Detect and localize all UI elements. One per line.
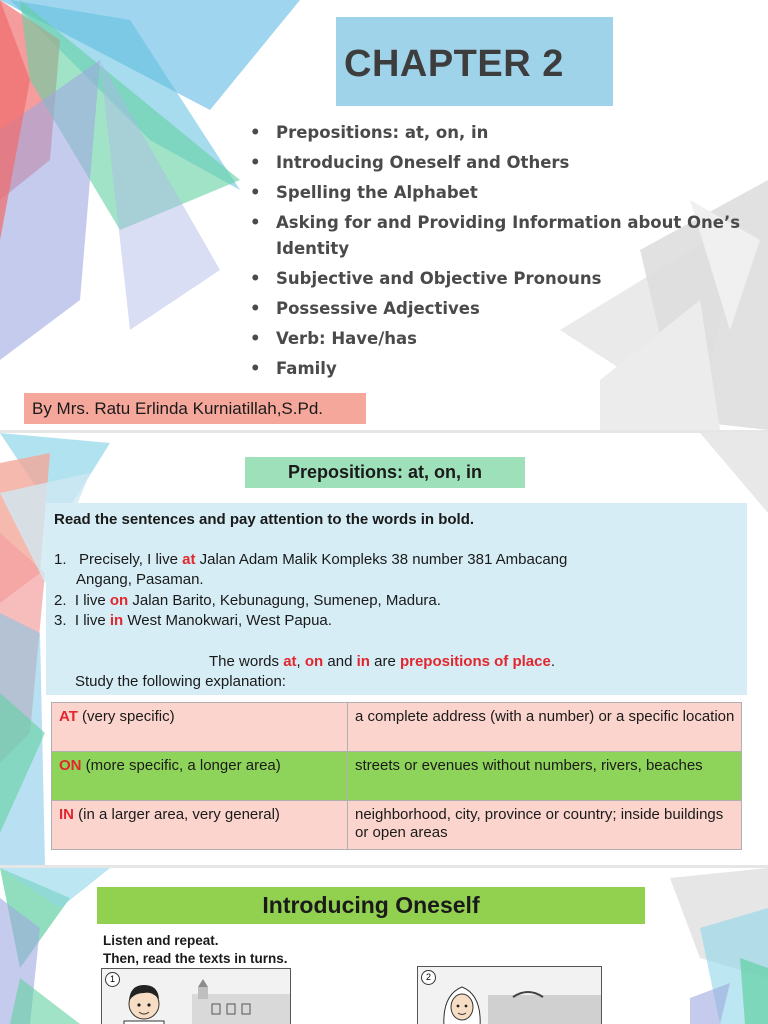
highlight-term: prepositions of place [399,653,551,670]
bullet: • [250,269,261,288]
instruction-text: Listen and repeat. [103,933,219,948]
girl-illustration [418,967,601,1024]
slide-prepositions [0,433,768,865]
table-cell: streets or evenues without numbers, rivers, beaches [348,752,742,801]
preposition-key: IN [59,806,74,823]
topic-item [250,180,750,206]
summary-text: , [296,653,305,670]
bullet: • [250,329,261,348]
reading-box [46,503,747,695]
topic-list [250,120,750,386]
summary-text: and [323,653,357,670]
preposition-table [51,702,742,850]
sentence-text: West Manokwari, West Papua. [123,612,332,629]
preposition-word: at [182,551,196,568]
preposition-key: AT [59,708,78,725]
picture-number: 2 [421,970,436,985]
bullet: • [250,153,261,172]
summary-text: are [369,653,400,670]
bullet: • [250,183,261,202]
sentence-text: I live [74,592,110,609]
topic-text: Verb: Have/has [276,329,417,348]
sentence-text: Precisely, I live [79,551,183,568]
summary-text: . [550,653,555,670]
instructions [103,932,288,968]
bullet: • [250,123,261,142]
topic-item [250,120,750,146]
preposition-word: at [283,653,297,670]
topic-text: Asking for and Providing Information about One’s Identity [276,213,741,258]
section-title: Prepositions: at, on, in [245,457,525,488]
topic-text: Spelling the Alphabet [276,183,478,202]
summary-text: The words [209,653,284,670]
preposition-word: in [109,612,124,629]
topic-item [250,266,750,292]
topic-item [250,210,750,262]
table-row [52,703,742,752]
chapter-title-box [336,17,613,106]
table-cell [52,752,348,801]
sentence-number: 2. [54,592,67,609]
picture-number: 1 [105,972,120,987]
topic-text: Possessive Adjectives [276,299,480,318]
preposition-desc: (very specific) [77,708,175,725]
bullet: • [250,213,261,232]
sentence-2 [54,592,441,609]
table-cell [52,801,348,850]
chapter-title: CHAPTER 2 [344,43,564,85]
topic-item [250,326,750,352]
table-cell: neighborhood, city, province or country; inside buildings or open areas [348,801,742,850]
preposition-word: in [356,653,370,670]
preposition-word: on [109,592,129,609]
sentence-text: I live [74,612,110,629]
instruction-text: Then, read the texts in turns. [103,951,288,966]
topic-text: Subjective and Objective Pronouns [276,269,602,288]
preposition-desc: (more specific, a longer area) [81,757,281,774]
topic-item [250,296,750,322]
table-cell [52,703,348,752]
bullet: • [250,359,261,378]
slide-chapter-2 [0,0,768,430]
preposition-key: ON [59,757,82,774]
sentence-number: 3. [54,612,67,629]
sentence-number: 1. [54,551,67,568]
sentence-text: Jalan Adam Malik Kompleks 38 number 381 Ambacang [195,551,568,568]
bullet: • [250,299,261,318]
topic-text: Family [276,359,337,378]
sentence-1 [54,551,567,568]
sentence-1-continued: Angang, Pasaman. [76,571,204,588]
preposition-word: on [304,653,324,670]
topic-text: Prepositions: at, on, in [276,123,489,142]
table-row [52,752,742,801]
table-row [52,801,742,850]
author-label: By Mrs. Ratu Erlinda Kurniatillah,S.Pd. [24,393,366,424]
slide-introducing-oneself [0,868,768,1024]
summary-line [209,653,555,670]
topic-item [250,150,750,176]
sentence-3 [54,612,332,629]
sentence-text: Jalan Barito, Kebunagung, Sumenep, Madura. [128,592,441,609]
illustration-2 [417,966,602,1024]
preposition-desc: (in a larger area, very general) [74,806,280,823]
topic-text: Introducing Oneself and Others [276,153,570,172]
boy-illustration [102,969,290,1024]
section-title: Introducing Oneself [97,887,645,924]
topic-item [250,356,750,382]
study-instruction: Study the following explanation: [75,673,286,690]
instruction-text: Read the sentences and pay attention to the words in bold. [54,511,475,528]
table-cell: a complete address (with a number) or a specific location [348,703,742,752]
illustration-1 [101,968,291,1024]
